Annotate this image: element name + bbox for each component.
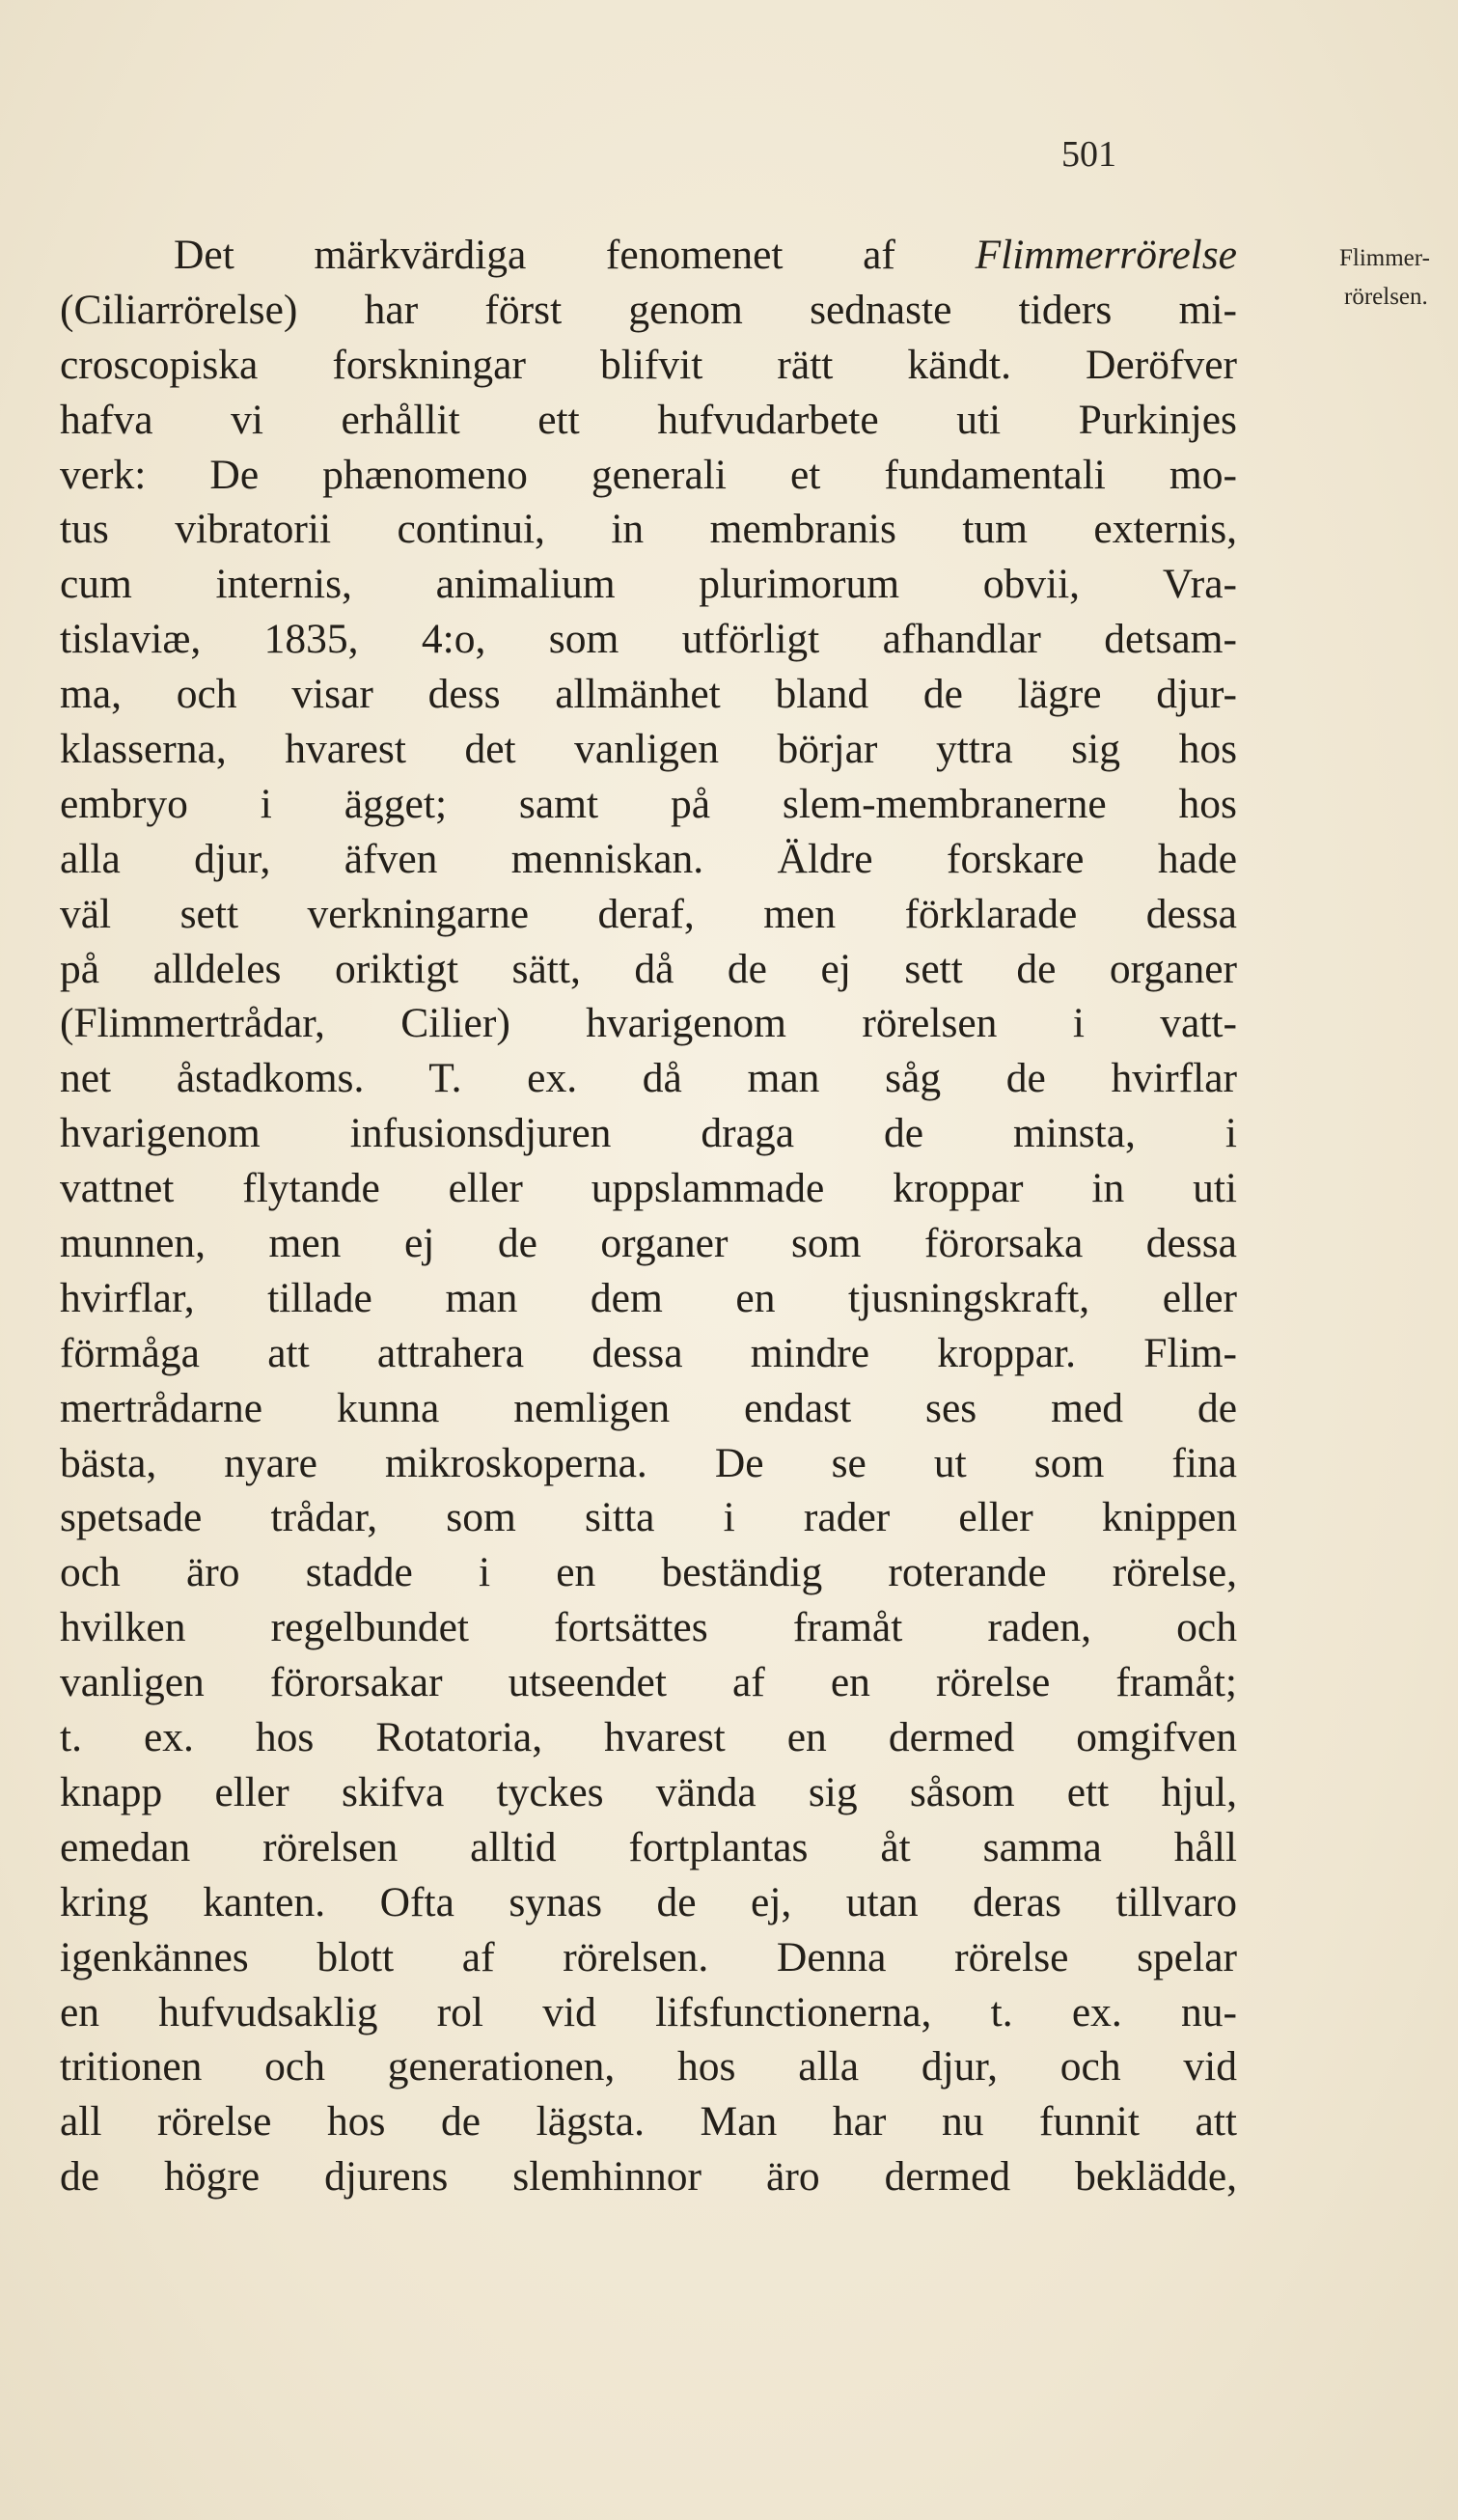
text-line [60,1436,1237,1491]
text-line-content: väl sett verkningarne deraf, men förklarade dessa [60,890,1237,937]
text-line-content: tus vibratorii continui, in membranis tum externis, [60,506,1237,553]
text-line [60,1765,1237,1820]
text-line [60,942,1237,997]
text-line [60,667,1237,722]
text-line-content: igenkännes blott af rörelsen. Denna rörelse spelar [60,1933,1237,1980]
text-line-content: kring kanten. Ofta synas de ej, utan deras tillvaro [60,1878,1237,1925]
text-line-content: spetsade trådar, som sitta i rader eller knippen [60,1494,1237,1541]
text-line-content: munnen, men ej de organer som förorsaka dessa [60,1220,1237,1267]
text-line-content: en hufvudsaklig rol vid lifsfunctionerna, t. ex. nu- [60,1988,1237,2035]
page-number: 501 [1061,134,1116,175]
text-line-content: tislaviæ, 1835, 4:o, som utförligt afhandlar detsam- [60,616,1237,663]
text-line [60,1655,1237,1710]
text-line [60,1490,1237,1545]
text-line-content: (Ciliarrörelse) har först genom sednaste tiders mi- [60,286,1237,333]
margin-note-line: rörelsen. [1344,284,1428,310]
text-line-content: emedan rörelsen alltid fortplantas åt samma håll [60,1823,1237,1870]
margin-note-line: Flimmer- [1339,245,1430,271]
text-line [60,1161,1237,1216]
text-line-content: tritionen och generationen, hos alla djur, och vid [60,2043,1237,2091]
text-line [60,1875,1237,1930]
body-text [60,228,1237,2204]
text-line-content: hvirflar, tillade man dem en tjusningskraft, eller [60,1274,1237,1321]
text-line [60,1051,1237,1106]
text-line [60,448,1237,503]
text-line [60,1600,1237,1655]
text-line [60,2039,1237,2094]
text-line [60,1381,1237,1436]
text-line-content: croscopiska forskningar blifvit rätt kändt. Deröfver [60,341,1237,388]
text-line [60,502,1237,557]
text-line [60,612,1237,667]
text-line [60,996,1237,1051]
text-line [60,1106,1237,1161]
text-line [60,722,1237,777]
text-line-content: klasserna, hvarest det vanligen börjar yttra sig hos [60,726,1237,773]
text-line-content: hvilken regelbundet fortsättes framåt raden, och [60,1604,1237,1651]
text-line [60,1930,1237,1985]
text-line-content: ma, och visar dess allmänhet bland de lägre djur- [60,671,1237,718]
text-line [60,1545,1237,1600]
text-line-content: hvarigenom infusionsdjuren draga de minsta, i [60,1110,1237,1157]
text-line [60,832,1237,887]
text-line [60,1326,1237,1381]
text-line-content: (Flimmertrådar, Cilier) hvarigenom rörelsen i vatt- [60,1000,1237,1047]
text-line [60,1271,1237,1326]
text-line [60,1710,1237,1765]
text-line-content: net åstadkoms. T. ex. då man såg de hvirflar [60,1055,1237,1102]
text-line-content: på alldeles oriktigt sätt, då de ej sett de organer [60,945,1237,992]
text-line-content: mertrådarne kunna nemligen endast ses med de [60,1384,1237,1431]
text-line [60,1985,1237,2040]
text-line [60,393,1237,448]
text-line [60,557,1237,612]
text-line-content: hafva vi erhållit ett hufvudarbete uti Purkinjes [60,396,1237,443]
text-line-content: vattnet flytande eller uppslammade kroppar in uti [60,1165,1237,1212]
text-line-content: all rörelse hos de lägsta. Man har nu funnit att [60,2098,1237,2146]
text-line [60,887,1237,942]
text-line [60,338,1237,393]
text-line-content: de högre djurens slemhinnor äro dermed beklädde, [60,2153,1237,2201]
text-line [60,2094,1237,2149]
text-line [60,777,1237,832]
text-line-content: verk: De phænomeno generali et fundamentali mo- [60,451,1237,498]
text-line-content: Det märkvärdiga fenomenet af [174,232,976,278]
text-line [60,1216,1237,1271]
text-line-content: och äro stadde i en beständig roterande rörelse, [60,1549,1237,1596]
text-line-content: t. ex. hos Rotatoria, hvarest en dermed omgifven [60,1714,1237,1761]
text-line [60,283,1237,338]
text-line-content: bästa, nyare mikroskoperna. De se ut som fina [60,1439,1237,1486]
text-line [60,1820,1237,1875]
margin-note [1339,239,1453,317]
text-line [60,2149,1237,2204]
text-line-content: cum internis, animalium plurimorum obvii, Vra- [60,561,1237,608]
text-line [60,228,1237,283]
text-line-content: förmåga att attrahera dessa mindre kroppar. Flim- [60,1329,1237,1376]
text-line-content: knapp eller skifva tyckes vända sig såsom ett hjul, [60,1768,1237,1815]
text-line-content: alla djur, äfven menniskan. Äldre forskare hade [60,835,1237,882]
italic-term: Flimmerrörelse [975,232,1237,278]
text-line-content: embryo i ägget; samt på slem-membranerne hos [60,780,1237,827]
text-line-content: vanligen förorsakar utseendet af en rörelse framåt; [60,1659,1237,1706]
